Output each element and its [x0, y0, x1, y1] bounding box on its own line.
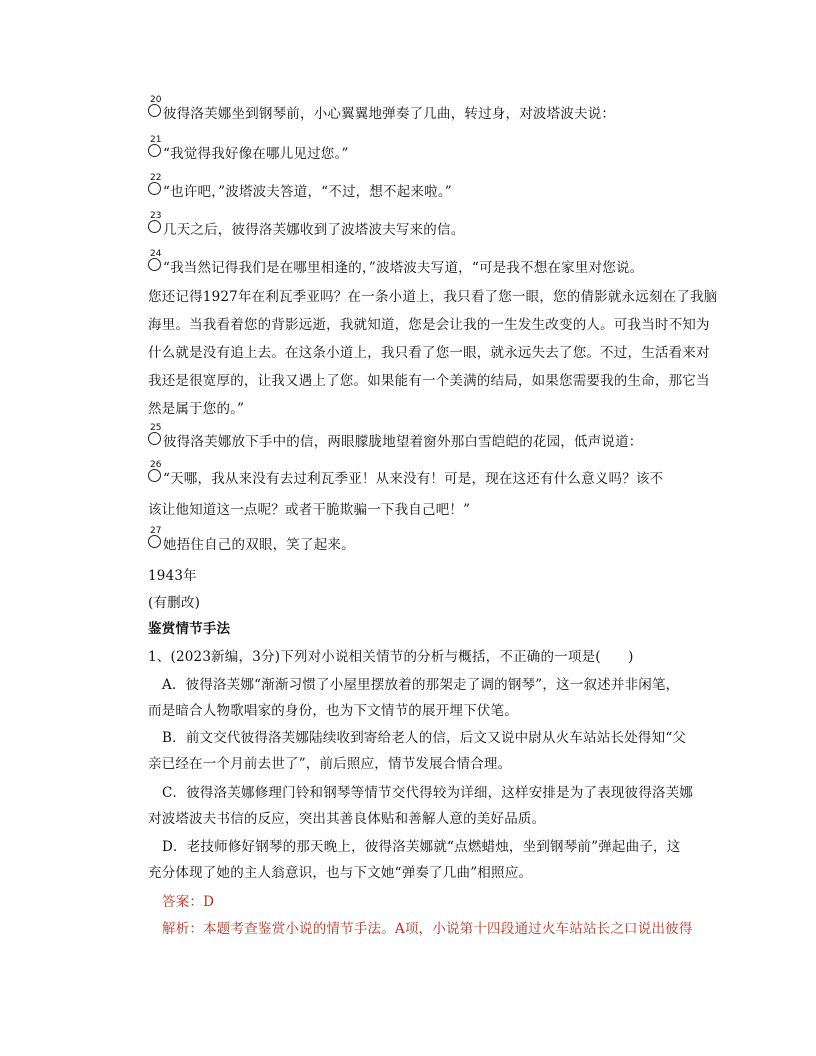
paragraph-24-line: 海里。当我看着您的背影远逝，我就知道，您是会让我的一生发生改变的人。可我当时不知为 [148, 317, 710, 333]
paragraph-number-circle: 25 [148, 432, 161, 445]
paragraph-24-line: 您还记得1927年在利瓦季亚吗？在一条小道上，我只看了您一眼，您的倩影就永远刻在了我脑 [148, 289, 718, 305]
paragraph-number-circle: 24 [148, 258, 161, 271]
paragraph-24-line: 什么就是没有追上去。在这条小道上，我只看了您一眼，就永远失去了您。不过，生活看来对 [148, 345, 710, 361]
paragraph-24-line: 我还是很宽厚的，让我又遇上了您。如果能有一个美满的结局，如果您需要我的生命，那它当 [148, 373, 710, 389]
paragraph-number-circle: 27 [148, 535, 161, 548]
paragraph-24-line: “我当然记得我们是在哪里相逢的，”波塔波夫写道，“可是我不想在家里对您说。 [163, 260, 644, 276]
paragraph-24-line: 然是属于您的。” [148, 401, 245, 417]
option-b-line: B．前文交代彼得洛芙娜陆续收到寄给老人的信，后文又说中尉从火车站站长处得知“父 [162, 730, 687, 746]
publication-year: 1943年 [148, 568, 197, 584]
paragraph-number-circle: 21 [148, 144, 161, 157]
paragraph-27: 她捂住自己的双眼，笑了起来。 [163, 537, 355, 553]
question-stem: 1、(2023新编，3分)下列对小说相关情节的分析与概括，不正确的一项是( ) [148, 649, 634, 665]
paragraph-20: 彼得洛芙娜坐到钢琴前，小心翼翼地弹奏了几曲，转过身，对波塔波夫说： [163, 106, 616, 122]
option-a-line: 而是暗合人物歌唱家的身份，也为下文情节的展开埋下伏笔。 [148, 703, 518, 719]
answer-label: 答案：D [162, 894, 215, 910]
paragraph-number-circle: 20 [148, 104, 161, 117]
analysis-text: 解析：本题考查鉴赏小说的情节手法。A项，小说第十四段通过火车站站长之口说出彼得 [162, 921, 693, 937]
paragraph-26-line: “天哪，我从来没有去过利瓦季亚！从来没有！可是，现在这还有什么意义吗？该不 [163, 471, 664, 487]
option-d-line: D．老技师修好钢琴的那天晚上，彼得洛芙娜就“点燃蜡烛，坐到钢琴前”弹起曲子，这 [162, 839, 681, 855]
option-a-line: A．彼得洛芙娜“渐渐习惯了小屋里摆放着的那架走了调的钢琴”，这一叙述并非闲笔， [162, 677, 680, 693]
paragraph-26-line: 该让他知道这一点呢？或者干脆欺骗一下我自己吧！” [148, 502, 471, 518]
paragraph-22: “也许吧，”波塔波夫答道，“不过，想不起来啦。” [163, 184, 452, 200]
option-c-line: C．彼得洛芙娜修理门铃和钢琴等情节交代得较为详细，这样安排是为了表现彼得洛芙娜 [162, 785, 694, 801]
edited-note: (有删改) [148, 595, 201, 611]
paragraph-number-circle: 26 [148, 469, 161, 482]
paragraph-25: 彼得洛芙娜放下手中的信，两眼朦胧地望着窗外那白雪皑皑的花园，低声说道： [163, 434, 643, 450]
option-c-line: 对波塔波夫书信的反应，突出其善良体贴和善解人意的美好品质。 [148, 811, 546, 827]
paragraph-21: “我觉得我好像在哪儿见过您。” [163, 146, 349, 162]
option-d-line: 充分体现了她的主人翁意识，也与下文她“弹奏了几曲”相照应。 [148, 865, 533, 881]
paragraph-23: 几天之后，彼得洛芙娜收到了波塔波夫写来的信。 [163, 222, 465, 238]
option-b-line: 亲已经在一个月前去世了”，前后照应，情节发展合情合理。 [148, 756, 512, 772]
paragraph-number-circle: 22 [148, 182, 161, 195]
paragraph-number-circle: 23 [148, 220, 161, 233]
section-title: 鉴赏情节手法 [148, 621, 231, 637]
